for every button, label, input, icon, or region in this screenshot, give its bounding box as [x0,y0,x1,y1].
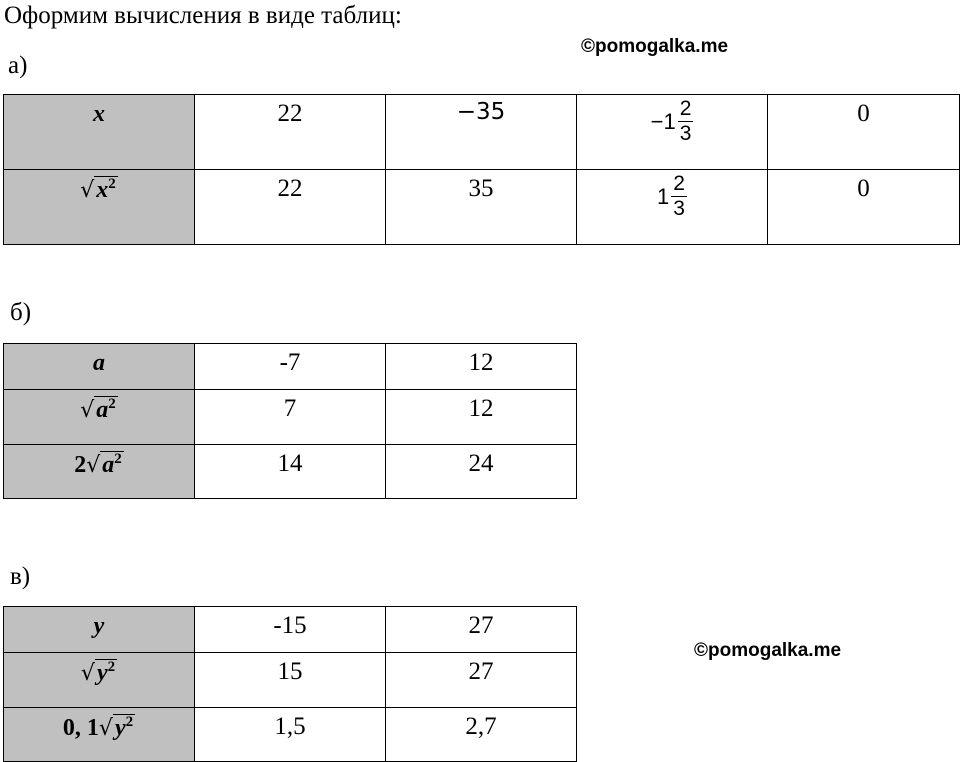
watermark-bottom: ©pomogalka.me [694,640,842,661]
table-b-row-a [4,344,577,390]
cell: -7 [195,344,386,390]
intro-text: Оформим вычисления в виде таблиц: [4,2,402,29]
cell: 12 [386,390,577,445]
cell: 7 [195,390,386,445]
table-c [3,606,577,762]
header-y: y [4,607,195,653]
header-sqrt-y2: $√y^2$ [4,653,195,708]
cell: 24 [386,445,577,499]
table-a [3,94,960,245]
cell: 15 [195,653,386,708]
cell: 14 [195,445,386,499]
cell: 0 [768,170,960,245]
header-sqrt-x2: $√x^2$ [4,170,195,245]
table-a-row-x [4,95,960,170]
table-c-row-sqrt [4,653,577,708]
cell: -15 [195,607,386,653]
cell: 12 [386,344,577,390]
cell: 22 [195,170,386,245]
part-c-label: в) [10,563,31,590]
cell-mixed-fraction: −1 $\frac{2}{3}$ [577,95,768,170]
part-a-label: а) [8,52,28,79]
header-x: x [4,95,195,170]
header-sqrt-a2: $√a^2$ [4,390,195,445]
table-b-row-2sqrt [4,445,577,499]
cell: 22 [195,95,386,170]
header-a: a [4,344,195,390]
watermark-top: ©pomogalka.me [581,36,729,57]
table-b-row-sqrt [4,390,577,445]
table-c-row-y [4,607,577,653]
cell: 27 [386,607,577,653]
cell: 0 [768,95,960,170]
cell: 1,5 [195,708,386,762]
cell: −35 [386,95,577,170]
cell: 35 [386,170,577,245]
table-b [3,343,577,499]
header-01sqrt-y2: 0, $1√y^2$ [4,708,195,762]
table-a-row-sqrt [4,170,960,245]
cell: 27 [386,653,577,708]
header-2sqrt-a2: $2√a^2$ [4,445,195,499]
table-c-row-01sqrt [4,708,577,762]
cell: 2,7 [386,708,577,762]
cell-mixed-fraction: 1 $\frac{2}{3}$ [577,170,768,245]
part-b-label: б) [10,299,32,326]
